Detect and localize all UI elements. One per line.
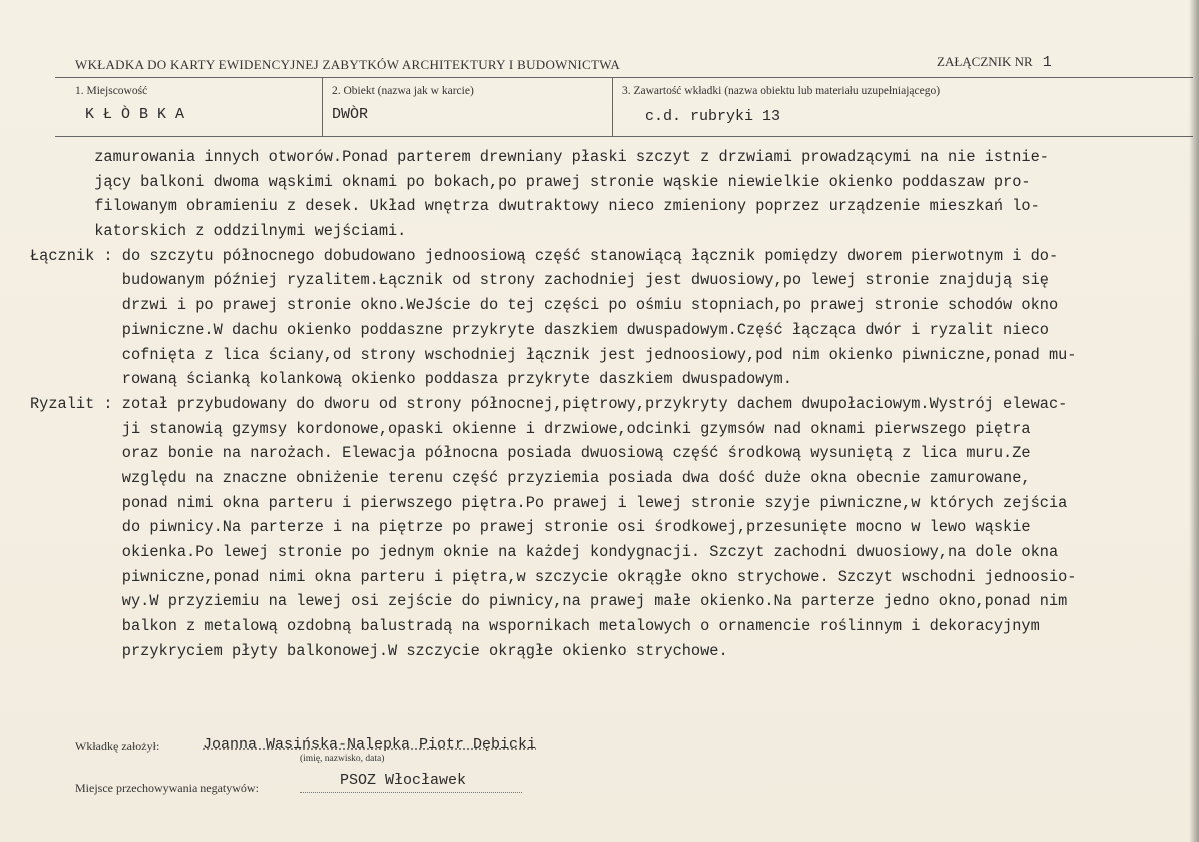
text-line: jący balkoni dwoma wąskimi oknami po bokach,po prawej stronie wąskie niewielkie okienko poddaszaw pro- [30, 172, 1031, 191]
location-label: 1. Miejscowość [75, 85, 148, 97]
header-top-rule [55, 77, 1193, 78]
text-line: przykryciem płyty balkonowej.W szczycie okrągłe okienko strychowe. [30, 641, 728, 660]
form-title: WKŁADKA DO KARTY EWIDENCYJNEJ ZABYTKÓW ARCHITEKTURY I BUDOWNICTWA [75, 57, 621, 72]
storage-dotted-line [300, 792, 522, 793]
text-line: Łącznik : do szczytu północnego dobudowano jednoosiową część stanowiącą łącznik pomiędzy dworem pierwotnym i do- [30, 246, 1059, 265]
object-value: DWÒR [332, 106, 369, 123]
founder-value: Joanna Wasińska-Nalepka Piotr Dębicki [203, 736, 537, 753]
header-bottom-rule [55, 136, 1193, 137]
text-line: wy.W przyziemiu na lewej osi zejście do piwnicy,na prawej małe okienko.Na parterze jedno okno,ponad nim [30, 592, 1068, 611]
contents-value: c.d. rubryki 13 [645, 108, 781, 125]
text-line: Ryzalit : zotał przybudowany do dworu od strony północnej,piętrowy,przykryty dachem dwupołaciowym.Wystrój elewac- [30, 394, 1068, 413]
text-line: oraz bonie na narożach. Elewacja północna posiada dwuosiową część środkową wysuniętą z lica muru.Ze [30, 444, 1031, 463]
text-line: względu na znaczne obniżenie terenu część przyziemia posiada dwa dość duże okna obecnie zamurowane, [30, 468, 1031, 487]
text-line: drzwi i po prawej stronie okno.WeJście do tej części po ośmiu stopniach,po prawej stronie schodów okno [30, 296, 1059, 315]
column-divider-1 [322, 77, 323, 137]
annex-label: ZAŁĄCZNIK NR [937, 54, 1033, 69]
text-line: budowanym później ryzalitem.Łącznik od strony zachodniej jest dwuosiowy,po lewej stronie znajdują się [30, 271, 1049, 290]
text-line: piwniczne,ponad nimi okna parteru i piętra,w szczycie okrągłe okno strychowe. Szczyt wschodni jednoosio- [30, 567, 1077, 586]
text-line: zamurowania innych otworów.Ponad parterem drewniany płaski szczyt z drzwiami prowadzącymi na nie istnie- [30, 148, 1049, 166]
text-line: filowanym obramieniu z desek. Układ wnętrza dwutraktowy nieco zmieniony poprzez urządzenie mieszkań lo- [30, 197, 1040, 216]
location-value: KŁÒBKA [85, 106, 194, 123]
column-divider-2 [612, 77, 613, 137]
text-line: piwniczne.W dachu okienko poddaszne przykryte daszkiem dwuspadowym.Część łącząca dwór i ryzalit nieco [30, 320, 1049, 339]
founder-note: (imię, nazwisko, data) [300, 754, 385, 764]
annex-number: 1 [1042, 54, 1052, 71]
text-line: rowaną ścianką kolankową okienko poddasza przykryte daszkiem dwuspadowym. [30, 370, 792, 389]
text-line: katorskich z oddzilnymi wejściami. [30, 222, 407, 241]
storage-label: Miejsce przechowywania negatywów: [75, 781, 259, 795]
text-line: balkon z metalową ozdobną balustradą na wspornikach metalowych o ornamencie roślinnym i dekoracyjnym [30, 617, 1040, 636]
founder-label: Wkładkę założył: [75, 739, 160, 753]
annex-label-group [937, 54, 1052, 71]
text-line: do piwnicy.Na parterze i na piętrze po prawej stronie osi środkowej,przesunięte mocno w lewo wąskie [30, 518, 1031, 537]
contents-label: 3. Zawartość wkładki (nazwa obiektu lub materiału uzupełniającego) [622, 85, 941, 97]
text-line: ji stanowią gzymsy kordonowe,opaski okienne i drzwiowe,odcinki gzymsów nad oknami pierwszego piętra [30, 419, 1031, 438]
text-line: ponad nimi okna parteru i pierwszego piętra.Po prawej i lewej stronie szyje piwniczne,w których zejścia [30, 493, 1068, 512]
object-label: 2. Obiekt (nazwa jak w karcie) [332, 85, 474, 97]
storage-value: PSOZ Włocławek [340, 772, 467, 789]
description-text [30, 145, 1192, 663]
text-line: cofnięta z lica ściany,od strony wschodniej łącznik jest jednoosiowy,pod nim okienko piwniczne,ponad mu- [30, 345, 1077, 364]
card-edge-shadow [1189, 0, 1199, 842]
text-line: okienka.Po lewej stronie po jednym oknie na każdej kondygnacji. Szczyt zachodni dwuosiowy,na dole okna [30, 543, 1059, 561]
